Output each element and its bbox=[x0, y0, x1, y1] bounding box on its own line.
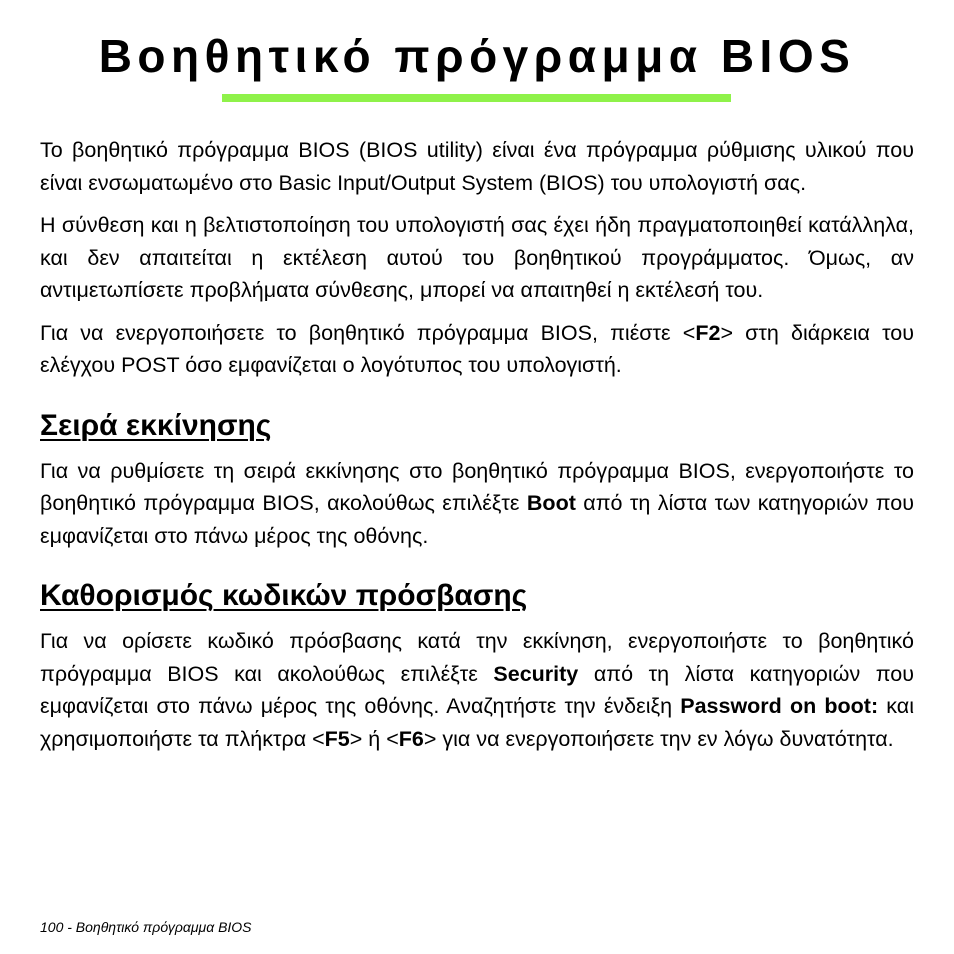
intro-p3-text-after: > στη διάρκεια του ελέγχου POST όσο εμφανίζεται ο λογότυπος του υπολογιστή. bbox=[40, 320, 915, 377]
key-f5: F5 bbox=[324, 726, 350, 751]
intro-paragraph-1: Το βοηθητικό πρόγραμμα BIOS (BIOS utility) είναι ένα πρόγραμμα ρύθμισης υλικού που είναι ενσωματωμένο στο Basic Input/Output System (BIOS) του υπολογιστή σας. bbox=[40, 138, 914, 195]
boot-text-after: από τη λίστα των κατηγοριών που εμφανίζεται στο πάνω μέρος της οθόνης. bbox=[40, 491, 914, 548]
title-underline bbox=[222, 94, 731, 102]
key-f6: F6 bbox=[398, 726, 424, 751]
password-text-2: από τη λίστα κατηγοριών που εμφανίζεται στο πάνω μέρος της οθόνης. Αναζητήστε την ένδειξη bbox=[40, 661, 914, 718]
intro-p3-text-before: Για να ενεργοποιήσετε το βοηθητικό πρόγραμμα BIOS, πιέστε < bbox=[40, 320, 696, 345]
page-content bbox=[40, 134, 914, 765]
intro-paragraph-2: Η σύνθεση και η βελτιστοποίηση του υπολογιστή σας έχει ήδη πραγματοποιηθεί κατάλληλα, και δεν απαιτείται η εκτέλεση αυτού του βοηθητικού προγράμματος. Όμως, αν αντιμετωπίσετε προβλήματα σύνθεσης, μπορεί να απαιτηθεί η εκτέλεσή του. bbox=[40, 213, 914, 302]
password-text-5: > για να ενεργοποιήσετε την εν λόγω δυνατότητα. bbox=[423, 726, 894, 751]
password-text-4: > ή < bbox=[349, 726, 399, 751]
security-keyword: Security bbox=[493, 661, 579, 686]
password-on-boot-keyword: Password on boot: bbox=[680, 694, 879, 718]
password-text-3: και χρησιμοποιήστε τα πλήκτρα < bbox=[40, 694, 914, 751]
password-paragraph bbox=[40, 625, 914, 755]
boot-order-paragraph bbox=[40, 455, 914, 553]
page-title: Βοηθητικό πρόγραμμα BIOS bbox=[98, 30, 856, 82]
password-heading: Καθορισμός κωδικών πρόσβασης bbox=[40, 579, 528, 612]
boot-keyword: Boot bbox=[526, 491, 576, 515]
password-text-1: Για να ορίσετε κωδικό πρόσβασης κατά την εκκίνηση, ενεργοποιήστε το βοηθητικό πρόγραμμα BIOS και ακολούθως επιλέξτε bbox=[40, 629, 914, 686]
boot-text-before: Για να ρυθμίσετε τη σειρά εκκίνησης στο βοηθητικό πρόγραμμα BIOS, ενεργοποιήστε το βοηθητικό πρόγραμμα BIOS, ακολούθως επιλέξτε bbox=[40, 458, 914, 515]
intro-paragraph-3 bbox=[40, 317, 914, 382]
boot-order-heading: Σειρά εκκίνησης bbox=[40, 408, 272, 442]
key-f2: F2 bbox=[695, 320, 721, 345]
page-footer: 100 - Βοηθητικό πρόγραμμα BIOS bbox=[40, 919, 252, 935]
